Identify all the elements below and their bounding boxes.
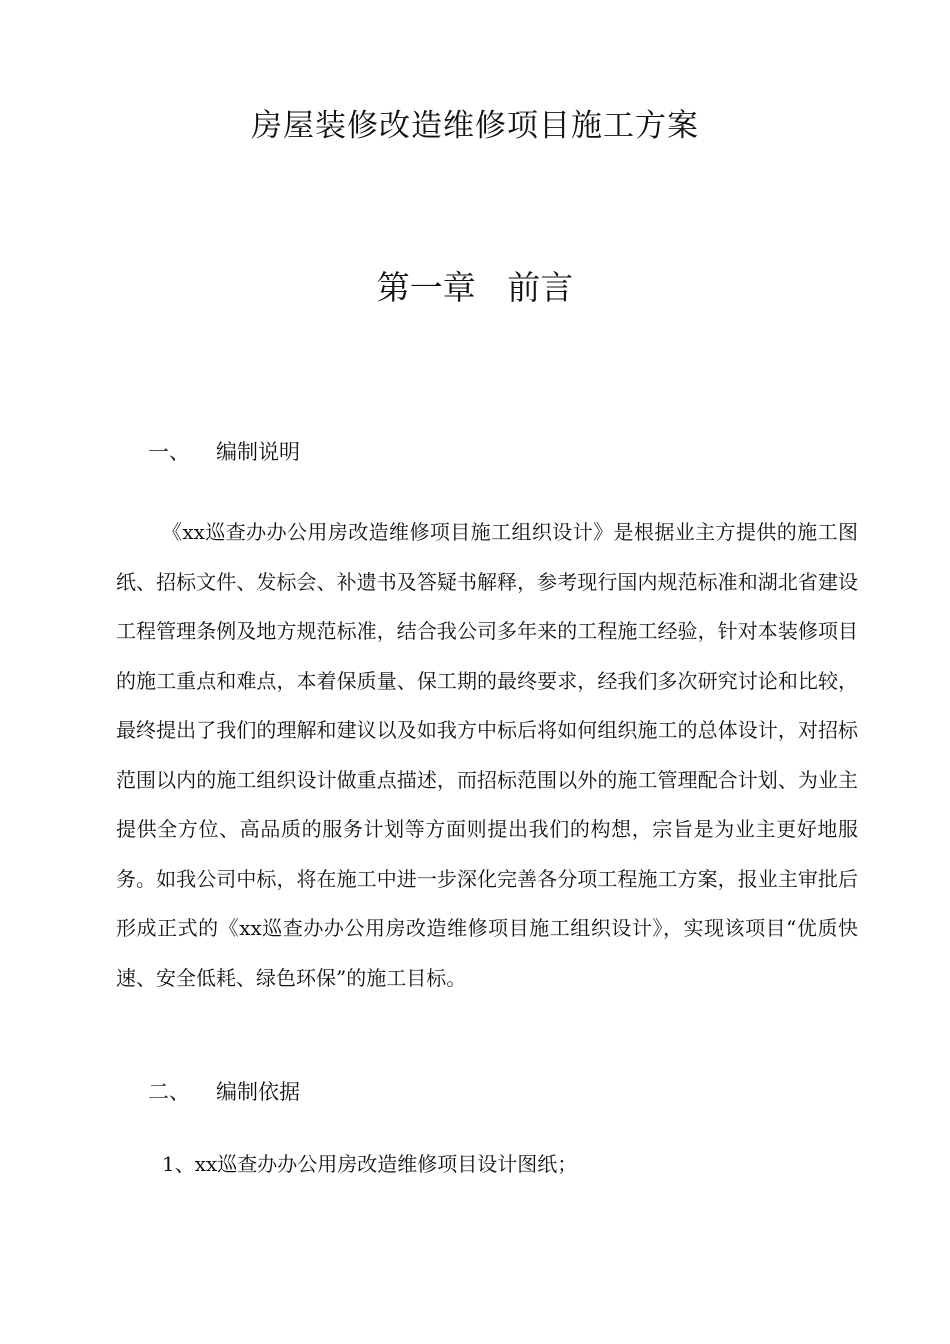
section-number: 二、 (148, 1080, 190, 1104)
chapter-title: 第一章 前言 (376, 268, 574, 307)
list-item: 1、xx巡查办办公用房改造维修项目设计图纸； (162, 1152, 578, 1176)
section-heading-compilation-notes (148, 437, 300, 467)
section-heading-text: 编制依据 (216, 1080, 300, 1104)
section-number: 一、 (148, 440, 190, 464)
document-title: 房屋装修改造维修项目施工方案 (251, 108, 699, 144)
body-paragraph: 《xx巡查办办公用房改造维修项目施工组织设计》是根据业主方提供的施工图纸、招标文件、发标会、补遗书及答疑书解释，参考现行国内规范标准和湖北省建设工程管理条例及地方规范标准，结合我公司多年来的工程施工经验，针对本装修项目的施工重点和难点，本着保质量、保工期的最终要求，经我们多次研究讨论和比较，最终提出了我们的理解和建议以及如我方中标后将如何组织施工的总体设计，对招标范围以内的施工组织设计做重点描述，而招标范围以外的施工管理配合计划、为业主提供全方位、高品质的服务计划等方面则提出我们的构想，宗旨是为业主更好地服务。如我公司中标，将在施工中进一步深化完善各分项工程施工方案，报业主审批后形成正式的《xx巡查办办公用房改造维修项目施工组织设计》，实现该项目“优质快速、安全低耗、绿色环保”的施工目标。 (116, 520, 858, 990)
section-heading-compilation-basis (148, 1077, 300, 1107)
section-heading-text: 编制说明 (216, 440, 300, 464)
